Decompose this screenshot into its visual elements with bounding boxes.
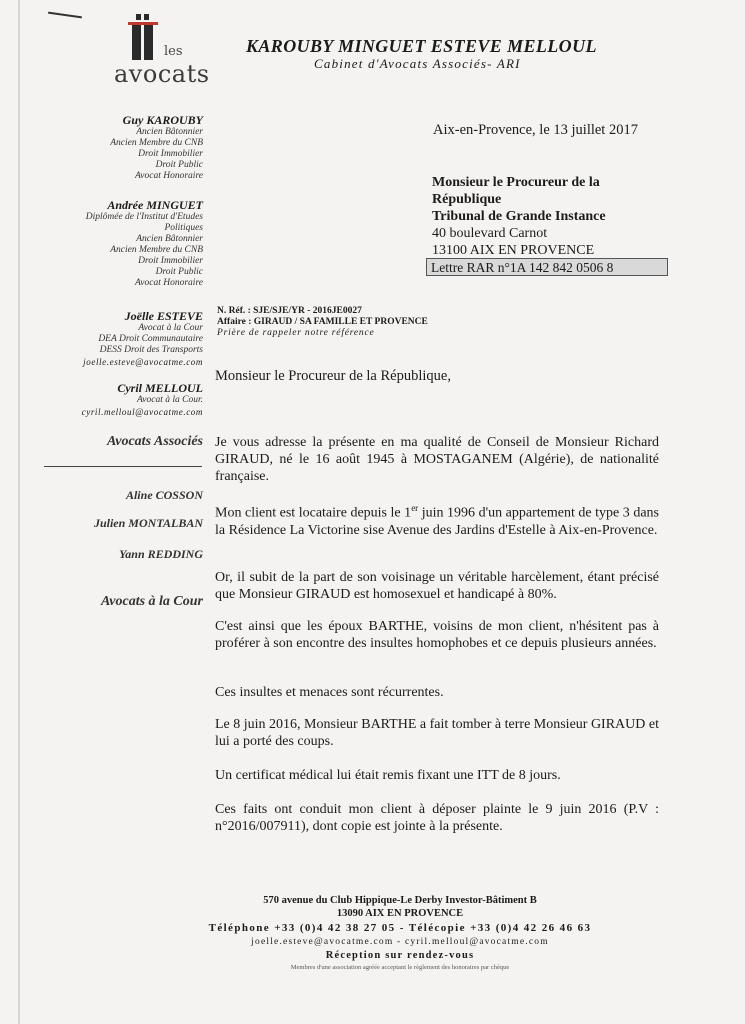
ref-affaire: Affaire : GIRAUD / SA FAMILLE ET PROVENCE [217,317,428,327]
associate-name: Yann REDDING [119,547,203,561]
place-date: Aix-en-Provence, le 13 juillet 2017 [433,122,638,138]
recipient-line: Tribunal de Grande Instance [432,209,606,224]
partner-melloul [3,381,203,418]
logo-people-icon [128,14,162,62]
footer-emails[interactable]: joelle.esteve@avocatme.com - cyril.melloul@avocatme.com [251,937,549,947]
partner-title: Droit Immobilier [138,256,203,266]
partner-title: Droit Public [155,267,203,277]
partner-title: DESS Droit des Transports [99,345,203,355]
paragraph: Je vous adresse la présente en ma qualité de Conseil de Monsieur Richard GIRAUD, né le 16 août 1945 à MOSTAGANEM (Algérie), de nationalité française. [215,435,659,484]
recipient-line: Monsieur le Procureur de la [432,175,600,190]
footer-phone: Téléphone +33 (0)4 42 38 27 05 - Télécopie +33 (0)4 42 26 46 63 [208,922,592,934]
recipient-line: République [432,192,502,207]
recipient-line: 13100 AIX EN PROVENCE [432,243,595,258]
partner-name: Cyril MELLOUL [117,381,203,395]
partner-title: Avocat à la Cour. [137,395,203,405]
logo-avocats: avocats [114,60,210,88]
associate-name: Aline COSSON [125,488,203,502]
partner-title: Politiques [164,223,203,233]
partner-title: DEA Droit Communautaire [98,334,203,344]
associate-name: Julien MONTALBAN [93,516,203,530]
footer-address: 570 avenue du Club Hippique-Le Derby Investor-Bâtiment B [263,895,537,906]
partner-title: Ancien Bâtonnier [136,127,203,137]
partner-name: Guy KAROUBY [122,113,203,127]
sidebar-divider [44,466,202,467]
paragraph: Le 8 juin 2016, Monsieur BARTHE a fait tomber à terre Monsieur GIRAUD et lui a porté des coups. [215,717,659,749]
partner-name: Joëlle ESTEVE [124,309,203,323]
partner-title: Ancien Membre du CNB [110,245,203,255]
firm-subtitle: Cabinet d'Avocats Associés- ARI [314,56,521,71]
partner-title: Diplômée de l'Institut d'Etudes [85,212,203,222]
logo-les: les [164,44,183,59]
paragraph: Un certificat médical lui était remis fixant une ITT de 8 jours. [215,768,561,783]
partner-karouby [3,113,203,182]
partner-title: Avocat Honoraire [135,278,203,288]
firm-logo [108,10,218,90]
partner-email[interactable]: cyril.melloul@avocatme.com [81,407,203,417]
partner-title: Avocat à la Cour [138,323,203,333]
references [217,306,428,339]
partner-esteve [3,309,203,368]
superscript: er [411,503,419,513]
ref-number: N. Réf. : SJE/SJE/YR - 2016JE0027 [217,306,362,316]
paragraph: Or, il subit de la part de son voisinage un véritable harcèlement, étant précisé que Monsieur GIRAUD est homosexuel et handicapé à 80%. [215,570,659,602]
footer-reception: Réception sur rendez-vous [325,950,475,961]
footer-city: 13090 AIX EN PROVENCE [336,908,464,919]
paragraph: Ces insultes et menaces sont récurrentes. [215,685,444,700]
partner-title: Avocat Honoraire [135,171,203,181]
paragraph-text: Mon client est locataire depuis le 1 [215,505,412,521]
paragraph [215,500,659,539]
partner-title: Ancien Bâtonnier [136,234,203,244]
partner-title: Droit Public [155,160,203,170]
paragraph: Ces faits ont conduit mon client à déposer plainte le 9 juin 2016 (P.V : n°2016/007911), dont copie est jointe à la présente. [215,802,659,834]
recipient-block [432,174,606,259]
paragraph: C'est ainsi que les époux BARTHE, voisins de mon client, n'hésitent pas à proférer à son encontre des insultes homophobes et ce depuis plusieurs années. [215,619,659,651]
ref-note: Prière de rappeler notre référence [217,328,375,338]
court-heading: Avocats à la Cour [100,594,203,609]
partner-title: Droit Immobilier [138,149,203,159]
partner-name: Andrée MINGUET [107,198,203,212]
firm-name: KAROUBY MINGUET ESTEVE MELLOUL [246,36,597,56]
partner-email[interactable]: joelle.esteve@avocatme.com [83,357,203,367]
pen-mark [48,12,82,19]
partner-minguet [3,198,203,289]
partner-title: Ancien Membre du CNB [110,138,203,148]
footer-member-note: Membres d'une association agréée acceptant le règlement des honoraires par chèque [290,964,510,971]
paragraph-text: juin 1996 d'un appartement de type 3 dans la Résidence La Victorine sise Avenue des Jardins d'Estelle à Aix-en-Provence. [215,505,659,538]
associates-heading: Avocats Associés [106,434,203,449]
rar-box: Lettre RAR n°1A 142 842 0506 8 [426,258,668,276]
recipient-line: 40 boulevard Carnot [432,226,548,241]
salutation: Monsieur le Procureur de la République, [215,368,451,384]
